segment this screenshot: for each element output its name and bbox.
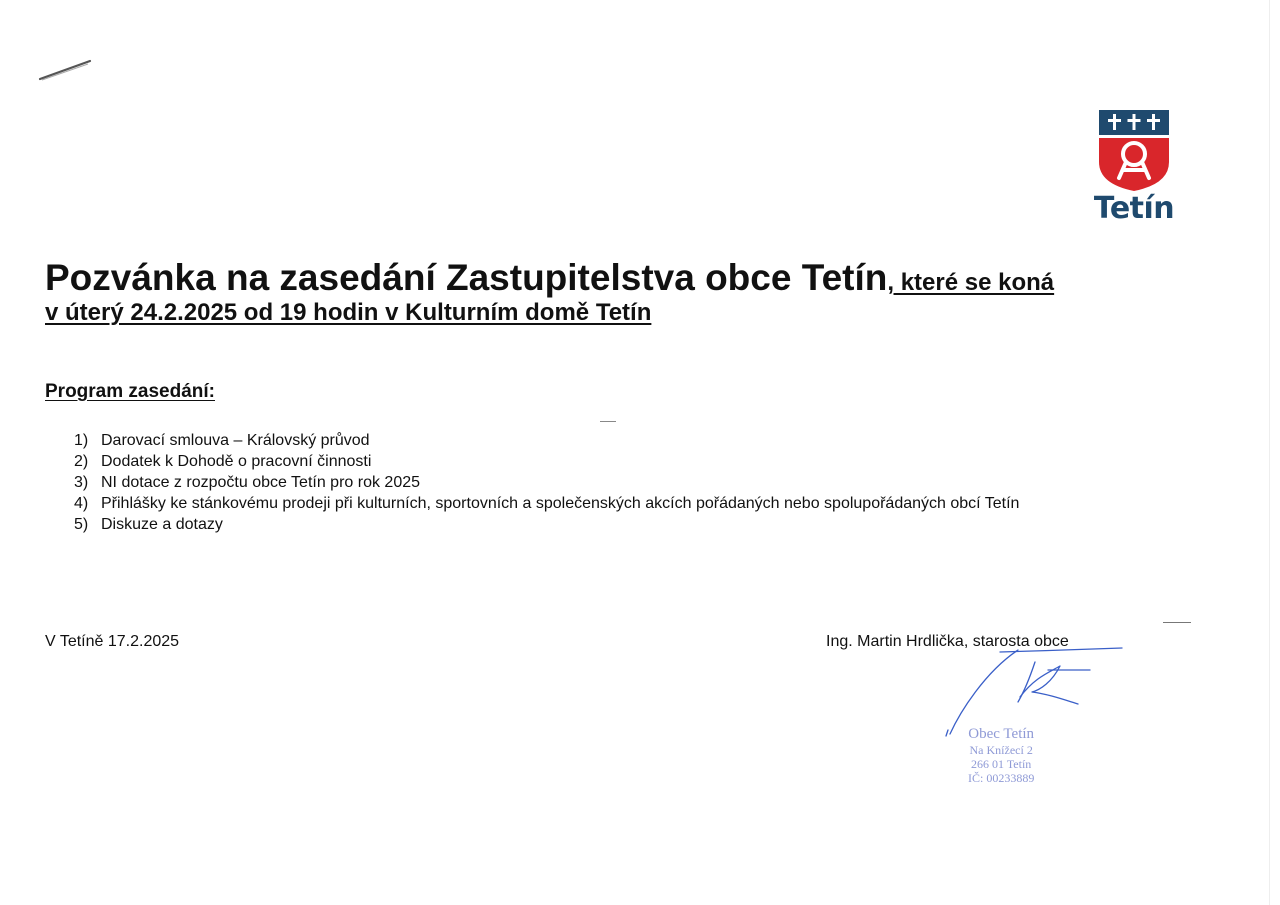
- item-number: 5): [74, 516, 89, 533]
- place-date: V Tetíně 17.2.2025: [45, 633, 180, 650]
- scan-speck: [600, 421, 616, 422]
- title-sub: , které se koná: [887, 269, 1055, 296]
- item-number: 1): [74, 432, 89, 449]
- stamp-name: Obec Tetín: [968, 726, 1035, 742]
- coat-of-arms-icon: [1099, 110, 1169, 192]
- item-text: Dodatek k Dohodě o pracovní činnosti: [101, 453, 372, 470]
- list-item: [74, 493, 1019, 514]
- item-number: 4): [74, 495, 89, 512]
- title-main: Pozvánka na zasedání Zastupitelstva obce Tetín: [45, 257, 888, 298]
- stamp-city: 266 01 Tetín: [971, 757, 1032, 771]
- official-stamp: [968, 726, 1034, 785]
- scan-mark: [38, 58, 94, 82]
- list-item: [74, 472, 1019, 493]
- item-text: Diskuze a dotazy: [101, 516, 223, 533]
- item-number: 3): [74, 474, 89, 491]
- page-title: [45, 254, 1175, 330]
- item-text: Přihlášky ke stánkovému prodeji při kulturních, sportovních a společenských akcích pořádaných nebo spolupořádaných obcí Tetín: [101, 495, 1020, 512]
- stamp-id: IČ: 00233889: [968, 771, 1035, 785]
- item-text: Darovací smlouva – Královský průvod: [101, 432, 370, 449]
- municipality-logo: [1086, 110, 1182, 224]
- program-heading: Program zasedání:: [45, 381, 215, 402]
- agenda-list: [74, 430, 1019, 535]
- logo-text: Tetín: [1093, 191, 1175, 226]
- list-item: [74, 451, 1019, 472]
- page-edge: [1269, 0, 1270, 905]
- item-text: NI dotace z rozpočtu obce Tetín pro rok 2025: [101, 474, 421, 491]
- scan-speck: [1163, 622, 1191, 623]
- signatory: Ing. Martin Hrdlička, starosta obce: [826, 633, 1069, 650]
- title-date-location: v úterý 24.2.2025 od 19 hodin v Kulturním domě Tetín: [45, 299, 652, 326]
- item-number: 2): [74, 453, 89, 470]
- list-item: [74, 430, 1019, 451]
- list-item: [74, 514, 1019, 535]
- stamp-street: Na Knížecí 2: [969, 743, 1033, 757]
